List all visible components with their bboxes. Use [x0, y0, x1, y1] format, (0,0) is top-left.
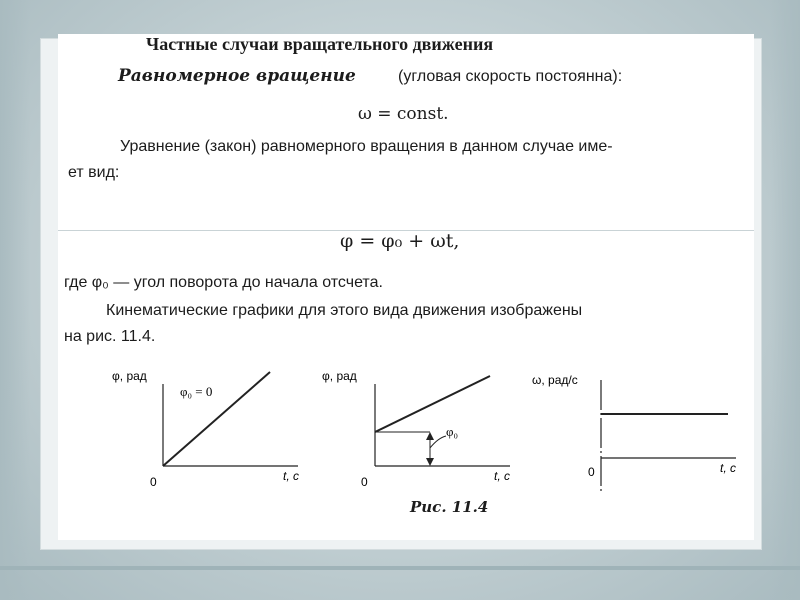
graph1-ylabel: φ, рад	[112, 369, 147, 383]
subtitle-italic: Равномерное вращение	[118, 66, 356, 86]
where-line: где φ₀ — угол поворота до начала отсчета.	[64, 274, 383, 291]
formula-const: ω = const.	[358, 104, 449, 124]
graph1-origin: 0	[150, 475, 157, 489]
right-edge-shade	[770, 0, 800, 600]
graph2-xlabel: t, c	[494, 469, 511, 483]
paragraph-line-1: Уравнение (закон) равномерного вращения в данном случае име-	[120, 138, 613, 155]
graph3-xlabel: t, c	[720, 461, 737, 475]
graph1-xlabel: t, c	[283, 469, 300, 483]
subtitle-note: (угловая скорость постоянна):	[398, 68, 623, 85]
bottom-accent-bar	[0, 566, 800, 570]
graph-phi-offset	[322, 369, 510, 489]
kinematic-graphs	[58, 34, 754, 540]
graph2-annotation: φ₀	[446, 424, 459, 439]
graph2-line	[375, 376, 490, 432]
kinematic-line-2: на рис. 11.4.	[64, 328, 156, 345]
left-edge-shade	[0, 0, 30, 600]
graph2-origin: 0	[361, 475, 368, 489]
graph-omega-const	[532, 373, 736, 494]
graph2-arrow-up	[426, 432, 434, 440]
kinematic-line-1: Кинематические графики для этого вида движения изображены	[106, 302, 583, 319]
graph2-ylabel: φ, рад	[322, 369, 357, 383]
figure-caption: Рис. 11.4	[410, 498, 489, 516]
graph3-ylabel: ω, рад/с	[532, 373, 578, 387]
graph3-origin: 0	[588, 465, 595, 479]
slide-page	[58, 34, 754, 540]
graph-phi-zero	[112, 369, 299, 489]
graph1-annotation: φ₀ = 0	[180, 384, 213, 399]
graph2-arrow-down	[426, 458, 434, 466]
page-title: Частные случаи вращательного движения	[146, 34, 494, 54]
formula-law: φ = φ₀ + ωt,	[340, 230, 460, 252]
paragraph-line-2: ет вид:	[68, 164, 120, 181]
